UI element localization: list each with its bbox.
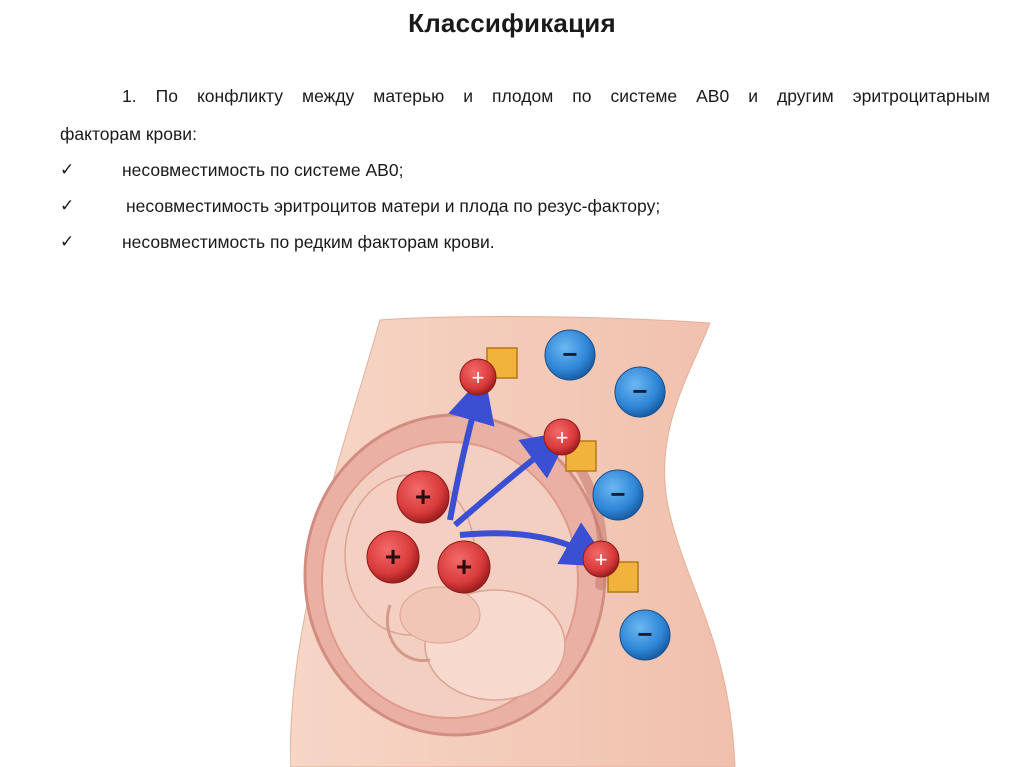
bullet-item xyxy=(60,156,990,184)
maternal-rh-negative-cell xyxy=(615,367,665,417)
bullet-text: несовместимость по редким факторам крови. xyxy=(122,232,495,252)
svg-text:+: + xyxy=(555,425,569,450)
svg-text:+: + xyxy=(384,541,402,572)
svg-text:+: + xyxy=(414,481,432,512)
intro-line-2: факторам крови: xyxy=(60,124,197,144)
svg-text:−: − xyxy=(610,479,626,509)
bullet-item xyxy=(60,228,990,256)
rh-incompatibility-illustration xyxy=(290,315,740,767)
classification-text xyxy=(60,82,990,256)
illustration-svg xyxy=(290,315,740,767)
fetal-rh-positive-cell xyxy=(438,541,490,593)
bullet-item xyxy=(60,192,990,220)
checkmark-icon: ✓ xyxy=(60,232,75,251)
svg-text:+: + xyxy=(471,365,485,390)
intro-paragraph xyxy=(60,82,990,110)
fetal-rh-positive-cell xyxy=(397,471,449,523)
checkmark-icon: ✓ xyxy=(60,160,75,179)
bullet-text: несовместимость по системе АВ0; xyxy=(122,160,404,180)
fetal-rh-positive-cell xyxy=(367,531,419,583)
svg-text:−: − xyxy=(637,619,653,649)
bullet-text: несовместимость эритроцитов матери и плода по резус-фактору; xyxy=(126,196,661,216)
maternal-rh-negative-cell xyxy=(620,610,670,660)
svg-text:−: − xyxy=(632,376,648,406)
maternal-rh-negative-cell xyxy=(593,470,643,520)
svg-text:+: + xyxy=(455,551,473,582)
page-title: Классификация xyxy=(408,8,616,38)
maternal-rh-negative-cell xyxy=(545,330,595,380)
intro-line-1: 1. По конфликту между матерью и плодом по системе АВ0 и другим эритроцитарным xyxy=(122,86,990,106)
checkmark-icon: ✓ xyxy=(60,196,75,215)
svg-text:−: − xyxy=(562,339,578,369)
svg-text:+: + xyxy=(594,547,608,572)
